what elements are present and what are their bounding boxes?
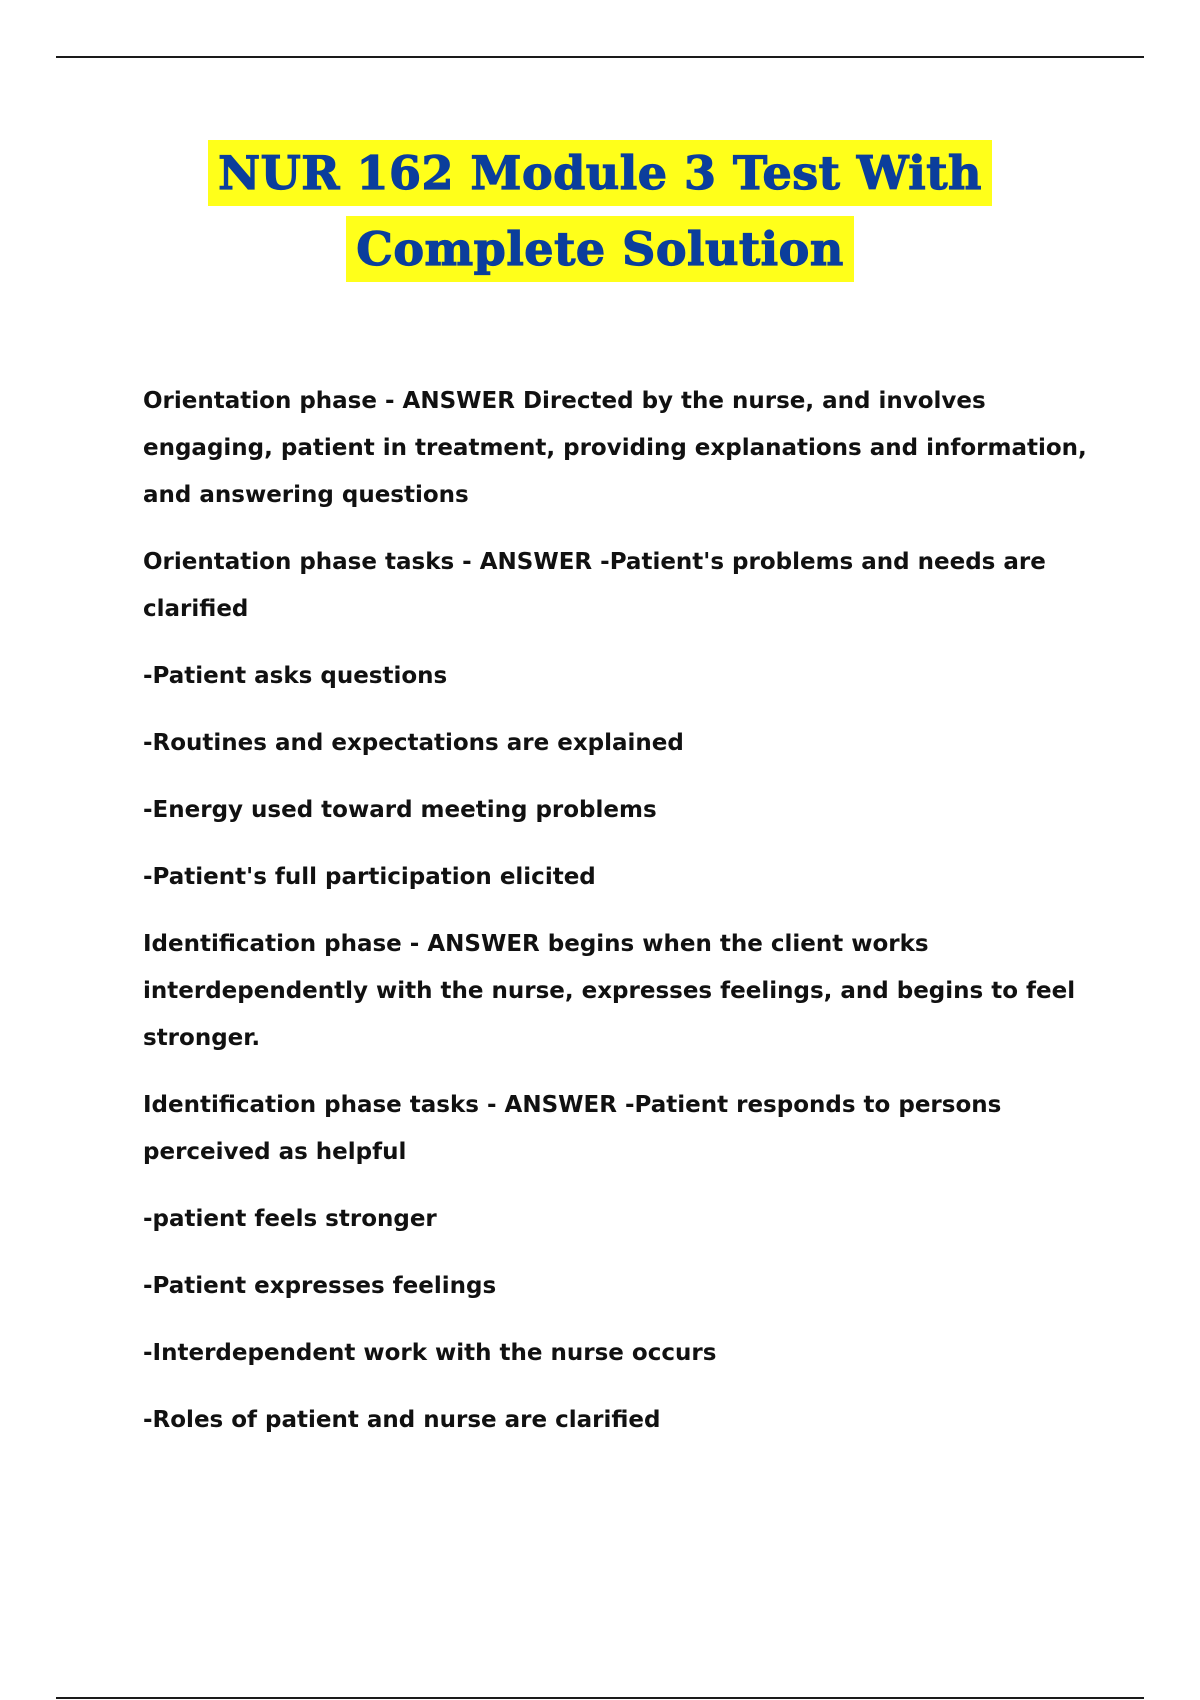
bottom-divider bbox=[56, 1697, 1144, 1699]
paragraph-identification-phase: Identification phase - ANSWER begins when the client works interdependently with the nurse, expresses feelings, and begins to feel stronger. bbox=[143, 931, 1076, 1051]
list-item: -Interdependent work with the nurse occurs bbox=[143, 1340, 717, 1366]
paragraph-orientation-phase: Orientation phase - ANSWER Directed by the nurse, and involves engaging, patient in treatment, providing explanations and information, and answering questions bbox=[143, 388, 1087, 508]
document-title bbox=[0, 140, 1200, 282]
list-item: -patient feels stronger bbox=[143, 1206, 437, 1232]
list-item: -Routines and expectations are explained bbox=[143, 730, 684, 756]
paragraph-orientation-tasks: Orientation phase tasks - ANSWER -Patient's problems and needs are clarified bbox=[143, 549, 1046, 622]
document-body bbox=[143, 378, 1093, 1464]
list-item: -Roles of patient and nurse are clarified bbox=[143, 1407, 661, 1433]
paragraph-identification-tasks: Identification phase tasks - ANSWER -Patient responds to persons perceived as helpful bbox=[143, 1092, 1002, 1165]
top-divider bbox=[56, 56, 1144, 58]
list-item: -Patient expresses feelings bbox=[143, 1273, 497, 1299]
list-item: -Patient asks questions bbox=[143, 663, 448, 689]
list-item: -Energy used toward meeting problems bbox=[143, 797, 657, 823]
list-item: -Patient's full participation elicited bbox=[143, 864, 596, 890]
title-line-1: NUR 162 Module 3 Test With bbox=[208, 140, 992, 206]
title-line-2: Complete Solution bbox=[346, 216, 854, 282]
